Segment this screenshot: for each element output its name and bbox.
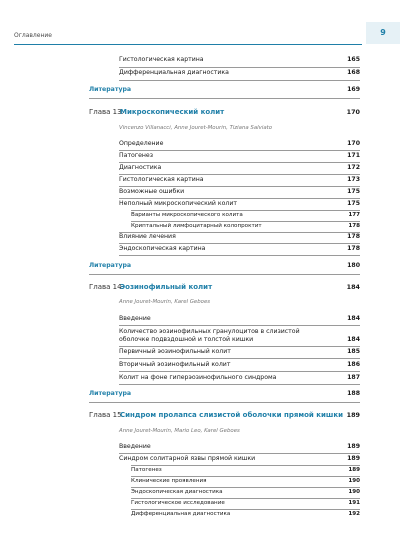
table-of-contents: Гистологическая картина 165 Дифференциальная диагностика 168 Литература 169 Глава 13. Микроскопический колит 170 Vincenzo Villanacci, Anne Jouret-Mourin, Tiziana Salviato Определение 170 Патогенез 171 Диагностика 172 Гистологическая картина 173 Возможные ошибки 175 Неполный микроскопический колит 175 Варианты микроскопического колита 177 Криптальный лимфоцитарный колопроктит 178 Влияние лечения 178 Эндоскопическая картина 178 Литература 180 Глава 14. Эозинофильный колит 184 Anne Jouret-Mourin, Karel Geboes Введение 184 Количество эозинофильных гранулоцитов в слизистой оболочке подвздошной и толстой кишки 184 Первичный эозинофильный колит 185 Вторичный эозинофильный колит 186 Колит на фоне гиперэозинофильного синдрома 187 Литература 188 Глава 15. Синдром пролапса слизистой оболочки прямой кишки 189 Anne Jouret-Mourin, Mario Leo, Karel Geboes Введение 189 Синдром солитарной язвы прямой кишки 189 Патогенез 189 Клинические проявления 190 Эндоскопическая диагностика 190 Гистологическое исследование 191 Дифференциальная диагностика 192 [89,56,360,517]
divider [119,150,360,151]
chapter-authors: Anne Jouret-Mourin, Karel Geboes [119,299,211,305]
divider [89,402,360,403]
divider [119,453,360,454]
divider [89,98,360,99]
divider [119,243,360,244]
divider [119,186,360,187]
divider [89,274,360,275]
divider [119,198,360,199]
divider [119,325,360,326]
running-header: Оглавление [14,32,52,39]
divider [119,67,360,68]
divider [131,465,360,466]
divider [119,346,360,347]
chapter-authors: Anne Jouret-Mourin, Mario Leo, Karel Geboes [119,428,240,434]
chapter-authors: Vincenzo Villanacci, Anne Jouret-Mourin, Tiziana Salviato [119,125,273,131]
divider [119,174,360,175]
page-number: 9 [366,22,400,44]
divider [119,255,360,256]
divider [119,358,360,359]
divider [119,371,360,372]
divider [119,162,360,163]
divider [119,384,360,385]
divider [119,80,360,81]
